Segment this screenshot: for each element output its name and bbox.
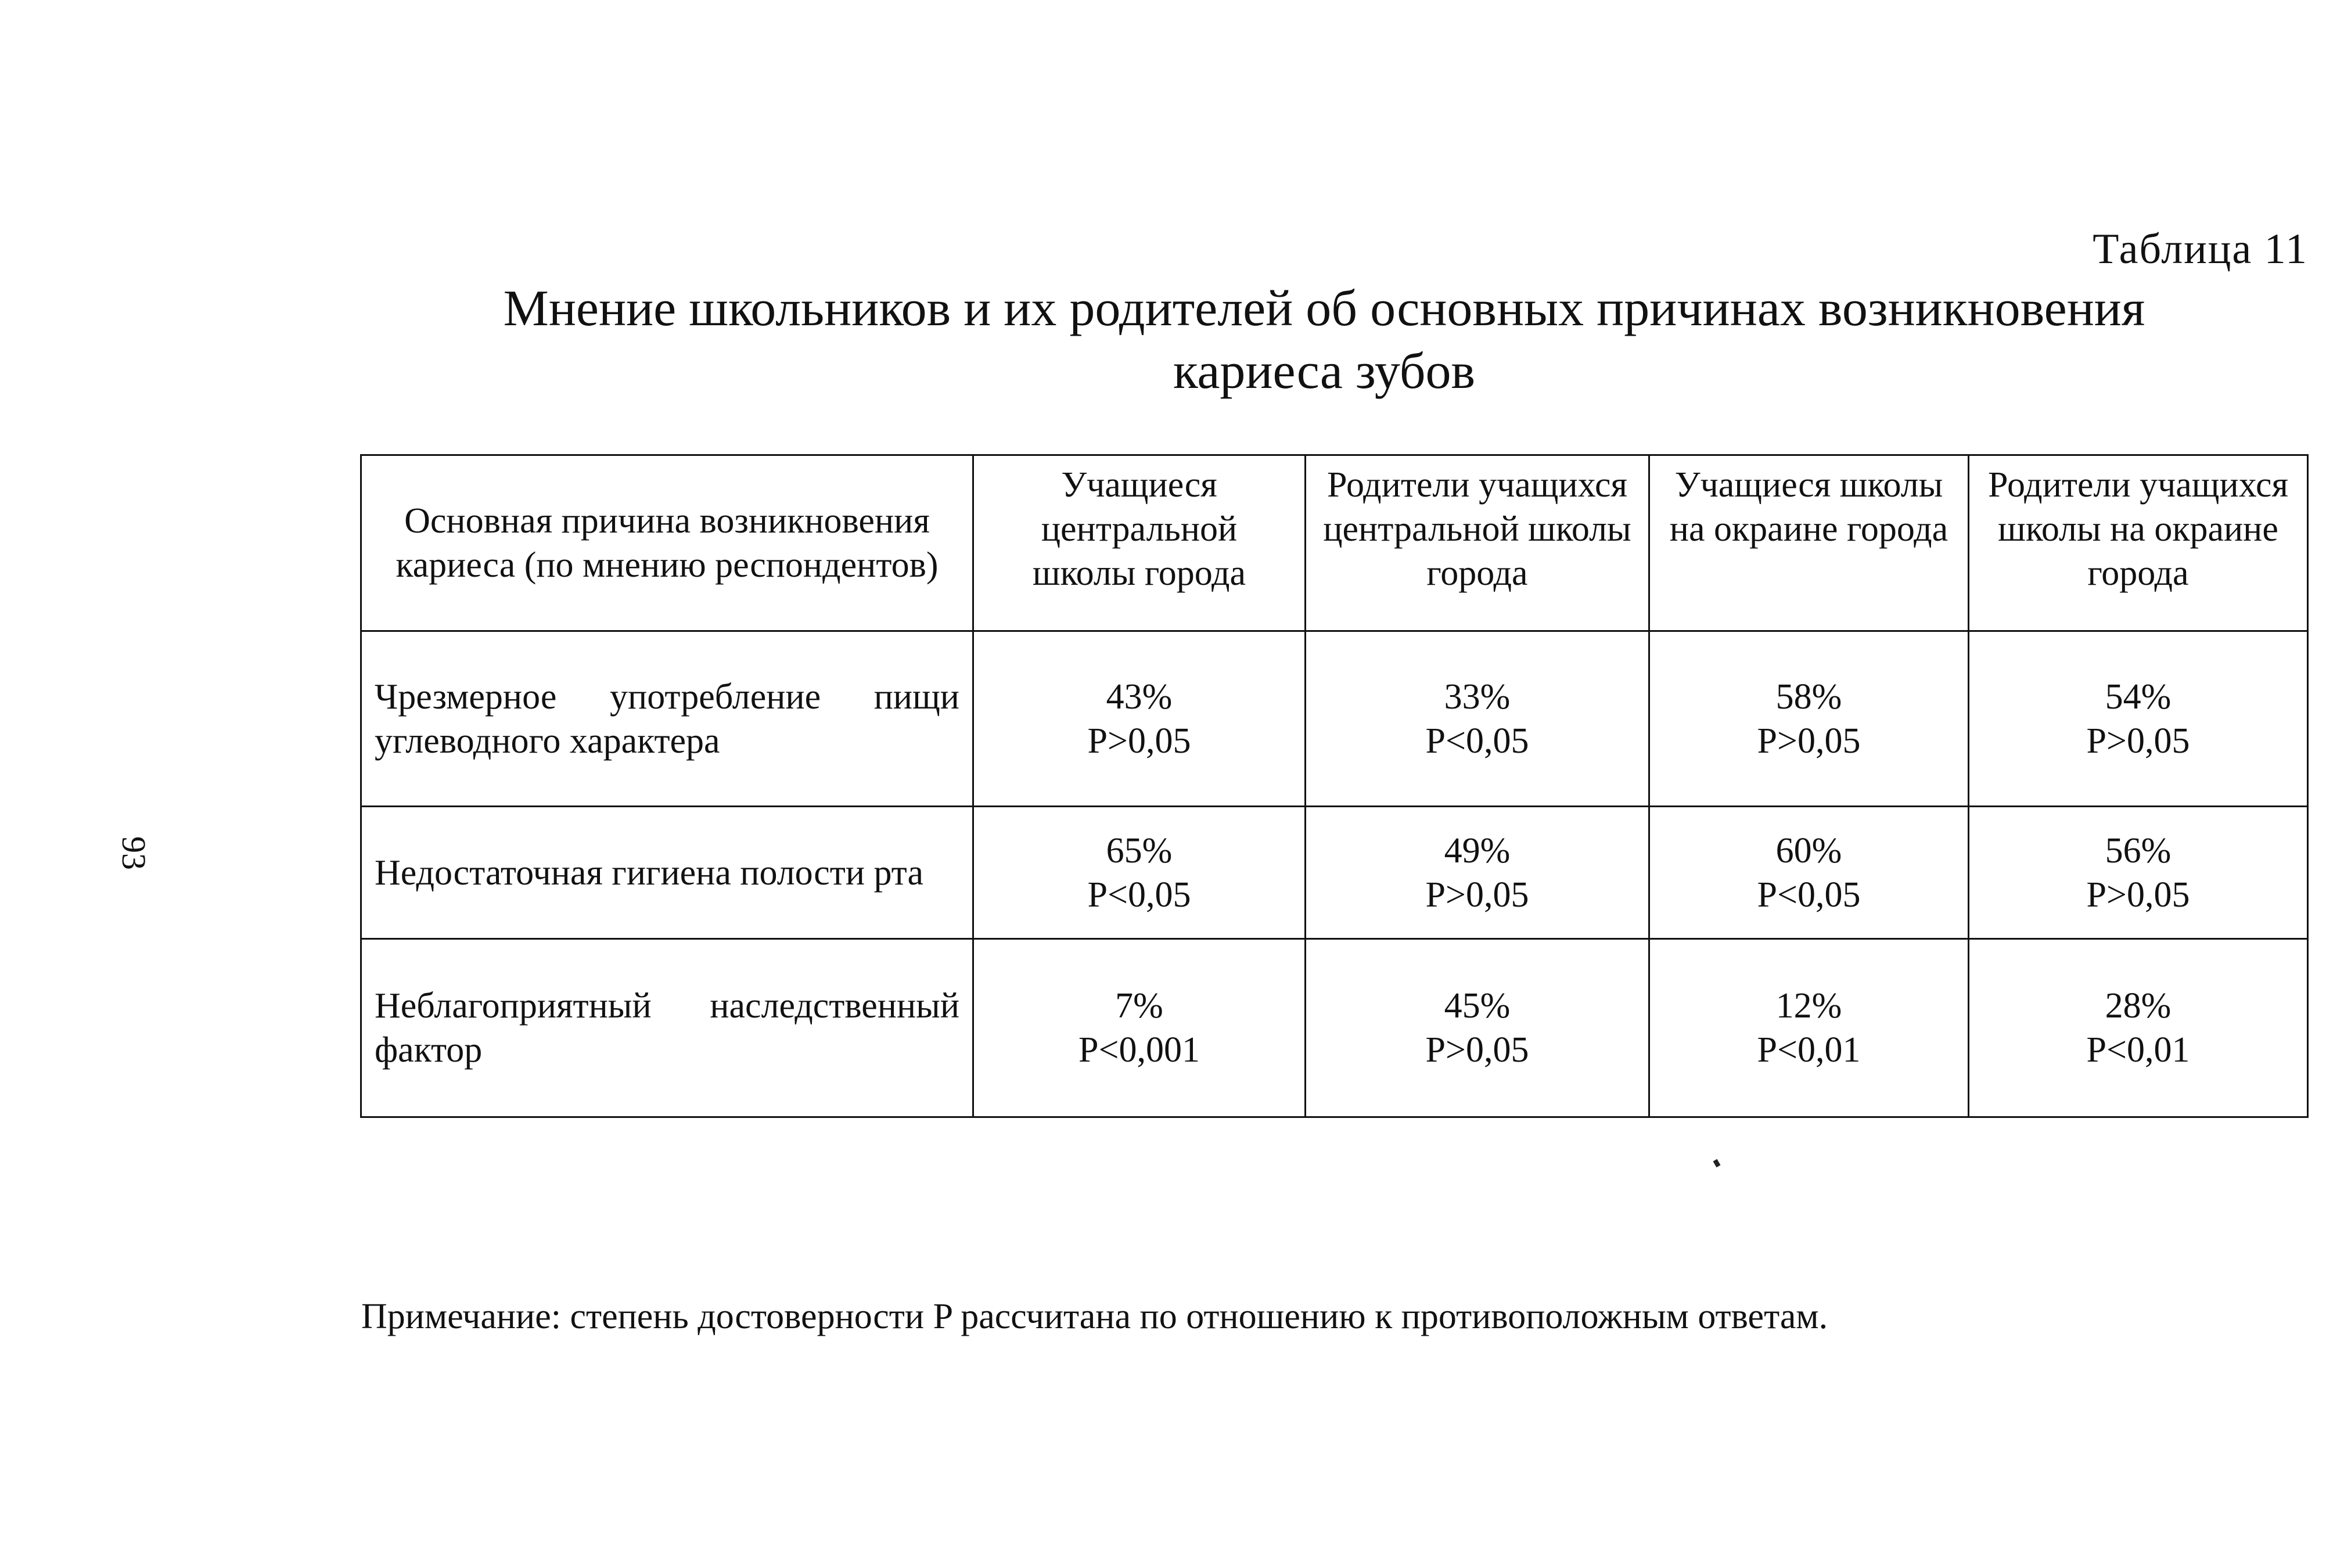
- percent-value: 49%: [1444, 830, 1511, 871]
- percent-value: 28%: [2105, 986, 2172, 1026]
- percent-value: 43%: [1106, 677, 1173, 717]
- p-value: P>0,05: [1425, 875, 1529, 915]
- table-title: [325, 278, 2323, 403]
- p-value: P>0,05: [1087, 721, 1191, 761]
- p-value: P>0,05: [2086, 875, 2190, 915]
- header-central-students: Учащиеся центральной школы города: [973, 455, 1306, 631]
- value-cell: [1306, 807, 1649, 939]
- table-row: [361, 807, 2308, 939]
- value-cell: [1306, 939, 1649, 1117]
- percent-value: 56%: [2105, 830, 2172, 871]
- percent-value: 60%: [1775, 830, 1842, 871]
- header-central-parents: Родители учащихся центральной школы города: [1306, 455, 1649, 631]
- page-number: 93: [115, 836, 153, 870]
- p-value: P<0,01: [2086, 1030, 2190, 1070]
- table-label: Таблица 11: [2093, 225, 2308, 273]
- percent-value: 65%: [1106, 830, 1173, 871]
- value-cell: [1969, 631, 2308, 807]
- value-cell: [1649, 631, 1969, 807]
- value-cell: [1969, 939, 2308, 1117]
- p-value: P<0,001: [1078, 1030, 1200, 1070]
- value-cell: [973, 807, 1306, 939]
- percent-value: 33%: [1444, 677, 1511, 717]
- header-outskirts-students: Учащиеся школы на окраине города: [1649, 455, 1969, 631]
- table-note: Примечание: степень достоверности P рассчитана по отношению к противоположным ответам.: [361, 1297, 1828, 1336]
- table-header-row: [361, 455, 2308, 631]
- table-row: [361, 939, 2308, 1117]
- value-cell: [1306, 631, 1649, 807]
- p-value: P>0,05: [2086, 721, 2190, 761]
- header-outskirts-parents: Родители учащихся школы на окраине города: [1969, 455, 2308, 631]
- percent-value: 58%: [1775, 677, 1842, 717]
- p-value: P<0,05: [1087, 875, 1191, 915]
- value-cell: [973, 631, 1306, 807]
- title-line-2: кариеса зубов: [1173, 343, 1476, 400]
- header-reason: Основная причина возникновения кариеса (по мнению респондентов): [361, 455, 973, 631]
- percent-value: 45%: [1444, 986, 1511, 1026]
- percent-value: 7%: [1115, 986, 1163, 1026]
- value-cell: [1969, 807, 2308, 939]
- value-cell: [973, 939, 1306, 1117]
- value-cell: [1649, 807, 1969, 939]
- reason-cell: Неблагоприятный наследственный фактор: [361, 939, 973, 1117]
- percent-value: 12%: [1775, 986, 1842, 1026]
- p-value: P<0,01: [1757, 1030, 1861, 1070]
- reason-cell: Чрезмерное употребление пищи углеводного характера: [361, 631, 973, 807]
- p-value: P>0,05: [1425, 1030, 1529, 1070]
- reason-cell: Недостаточная гигиена полости рта: [361, 807, 973, 939]
- title-line-1: Мнение школьников и их родителей об основных причинах возникновения: [503, 280, 2145, 337]
- caries-opinion-table: [360, 454, 2309, 1118]
- p-value: P<0,05: [1425, 721, 1529, 761]
- p-value: P>0,05: [1757, 721, 1861, 761]
- stray-mark: [1713, 1159, 1721, 1167]
- p-value: P<0,05: [1757, 875, 1861, 915]
- value-cell: [1649, 939, 1969, 1117]
- table-row: [361, 631, 2308, 807]
- percent-value: 54%: [2105, 677, 2172, 717]
